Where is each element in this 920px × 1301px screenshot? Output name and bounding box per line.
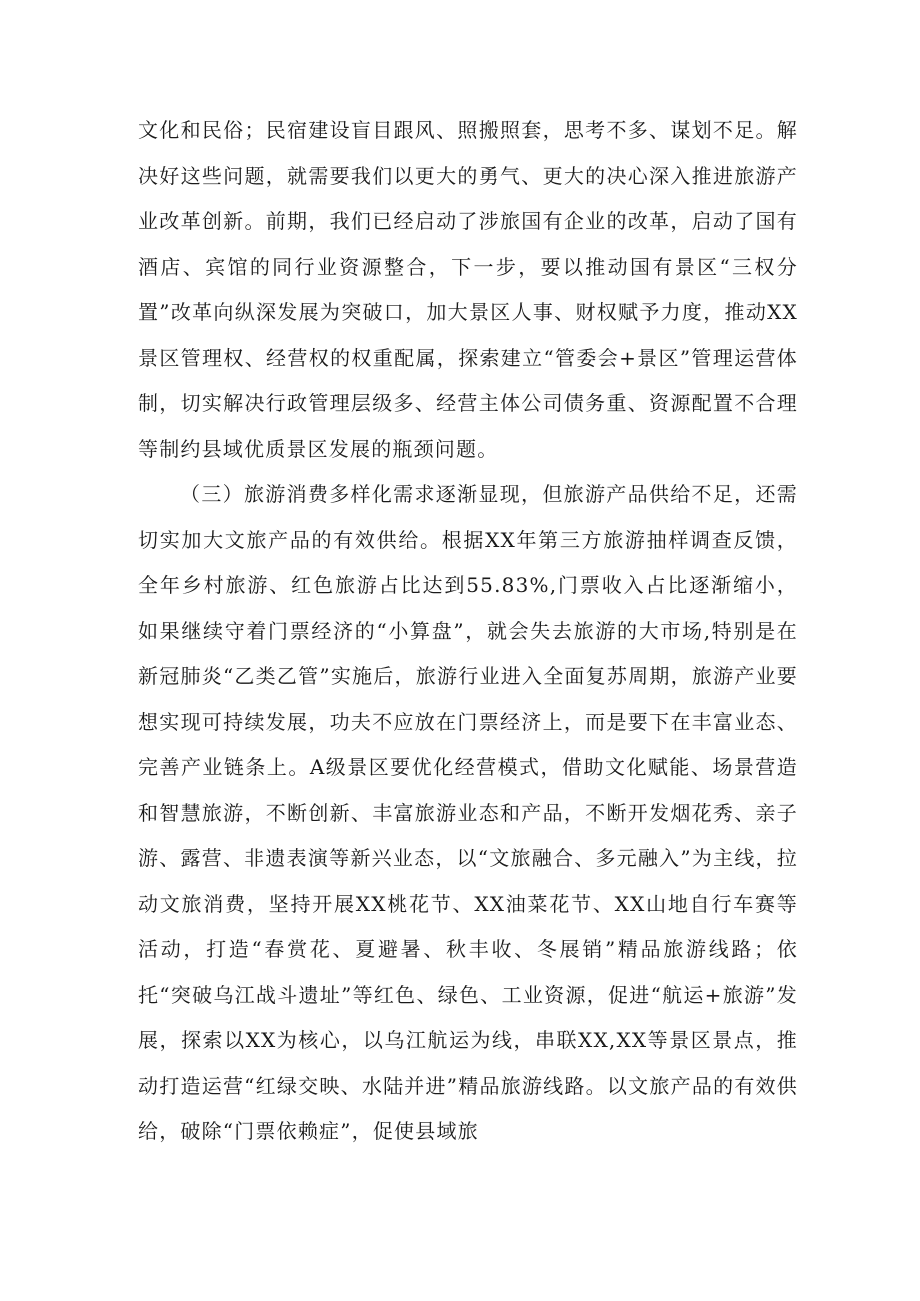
paragraph-continuation: 文化和民俗；民宿建设盲目跟风、照搬照套，思考不多、谋划不足。解决好这些问题，就需要我们以更大的勇气、更大的决心深入推进旅游产业改革创新。前期，我们已经启动了涉旅国有企业的改革，启动了国有酒店、宾馆的同行业资源整合，下一步，要以推动国有景区“三权分置”改革向纵深发展为突破口，加大景区人事、财权赋予力度，推动XX景区管理权、经营权的权重配属，探索建立“管委会+景区”管理运营体制，切实解决行政管理层级多、经营主体公司债务重、资源配置不合理等制约县域优质景区发展的瓶颈问题。 — [138, 118, 798, 461]
document-body — [138, 108, 798, 1155]
paragraph-section-three: （三）旅游消费多样化需求逐渐显现，但旅游产品供给不足，还需切实加大文旅产品的有效供给。根据XX年第三方旅游抽样调查反馈，全年乡村旅游、红色旅游占比达到55.83%,门票收入占比逐渐缩小，如果继续守着门票经济的“小算盘”，就会失去旅游的大市场,特别是在新冠肺炎“乙类乙管”实施后，旅游行业进入全面复苏周期，旅游产业要想实现可持续发展，功夫不应放在门票经济上，而是要下在丰富业态、完善产业链条上。A级景区要优化经营模式，借助文化赋能、场景营造和智慧旅游，不断创新、丰富旅游业态和产品，不断开发烟花秀、亲子游、露营、非遗表演等新兴业态，以“文旅融合、多元融入”为主线，拉动文旅消费，坚持开展XX桃花节、XX油菜花节、XX山地自行车赛等活动，打造“春赏花、夏避暑、秋丰收、冬展销”精品旅游线路；依托“突破乌江战斗遗址”等红色、绿色、工业资源，促进“航运+旅游”发展，探索以XX为核心，以乌江航运为线，串联XX,XX等景区景点，推动打造运营“红绿交映、水陆并进”精品旅游线路。以文旅产品的有效供给，破除“门票依赖症”，促使县域旅 — [138, 482, 798, 1143]
